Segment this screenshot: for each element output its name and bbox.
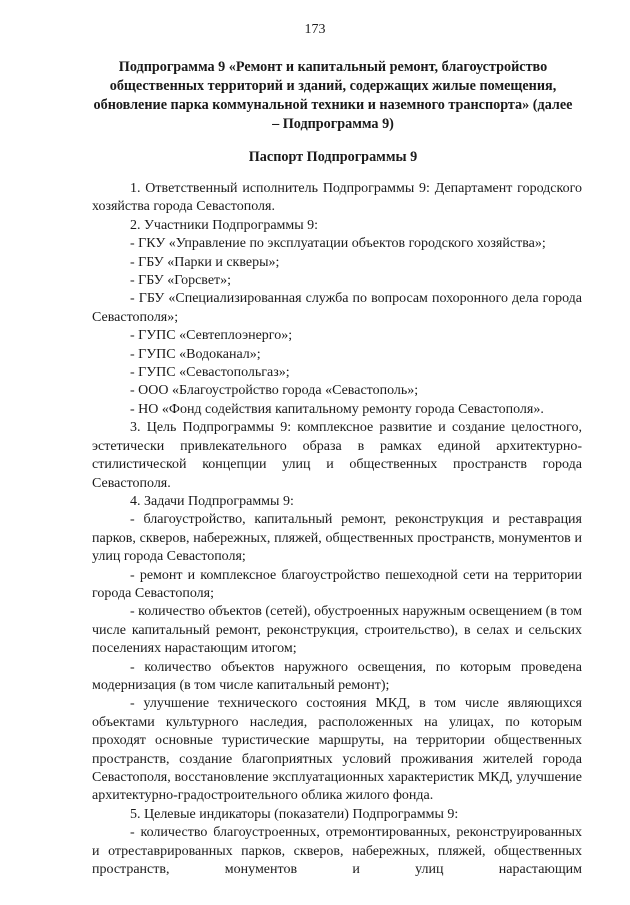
participant-item: - ГУПС «Севастопольгаз»; [130,365,290,381]
indicator-item: - количество благоустроенных, отремонтированных, реконструированных и отреставрированных парков, скверов, набережных, пляжей, общественных пространств, монументов и улиц нарастающим [92,825,582,878]
subprogram-title: Подпрограмма 9 «Ремонт и капитальный ремонт, благоустройство общественных территорий и зданий, содержащих жилые помещения, обновление парка коммунальной техники и наземного транспорта» (далее – Подпрограмма 9) [93,59,573,132]
task-item: - ремонт и комплексное благоустройство пешеходной сети на территории города Севастополя; [92,567,582,601]
paragraph-tasks-heading: 4. Задачи Подпрограммы 9: [130,493,294,509]
task-item: - количество объектов наружного освещения, по которым проведена модернизация (в том числе капитальный ремонт); [92,659,582,693]
page-number: 173 [304,22,326,37]
participant-item: - ООО «Благоустройство города «Севастополь»; [130,383,419,399]
passport-heading: Паспорт Подпрограммы 9 [248,149,418,165]
document-body [92,180,582,879]
task-item: - улучшение технического состояния МКД, в том числе являющихся объектами культурного наследия, расположенных на улицах, по которым проходят основные туристические маршруты, на территории общественных пространств, создание благоприятных условий проживания жителей города Севастополя, восстановление эксплуатационных характеристик МКД, улучшение архитектурно-градостроительного облика жилого фонда. [92,696,582,804]
participant-item: - ГКУ «Управление по эксплуатации объектов городского хозяйства»; [130,236,546,252]
task-item: - благоустройство, капитальный ремонт, реконструкция и реставрация парков, скверов, набережных, пляжей, общественных пространств, монументов и улиц города Севастополя; [92,512,582,565]
participant-item: - ГУПС «Севтеплоэнерго»; [130,328,293,344]
participant-item: - НО «Фонд содействия капитальному ремонту города Севастополя». [130,401,544,417]
task-item: - количество объектов (сетей), обустроенных наружным освещением (в том числе капитальный ремонт, реконструкция, строительство), в селах и сельских поселениях нарастающим итогом; [92,604,582,657]
paragraph-goal: 3. Цель Подпрограммы 9: комплексное развитие и создание целостного, эстетически привлекательного образа в рамках единой архитектурно-стилистической концепции улиц и общественных пространств города Севастополя. [92,420,582,491]
paragraph-indicators-heading: 5. Целевые индикаторы (показатели) Подпрограммы 9: [130,806,459,822]
participant-item: - ГБУ «Горсвет»; [130,273,232,289]
participant-item: - ГБУ «Парки и скверы»; [130,254,280,270]
participant-item: - ГУПС «Водоканал»; [130,346,261,362]
paragraph-responsible-executor: 1. Ответственный исполнитель Подпрограммы 9: Департамент городского хозяйства города Севастополя. [92,181,582,215]
participant-item: - ГБУ «Специализированная служба по вопросам похоронного дела города Севастополя»; [92,291,582,325]
paragraph-participants-heading: 2. Участники Подпрограммы 9: [130,217,319,233]
